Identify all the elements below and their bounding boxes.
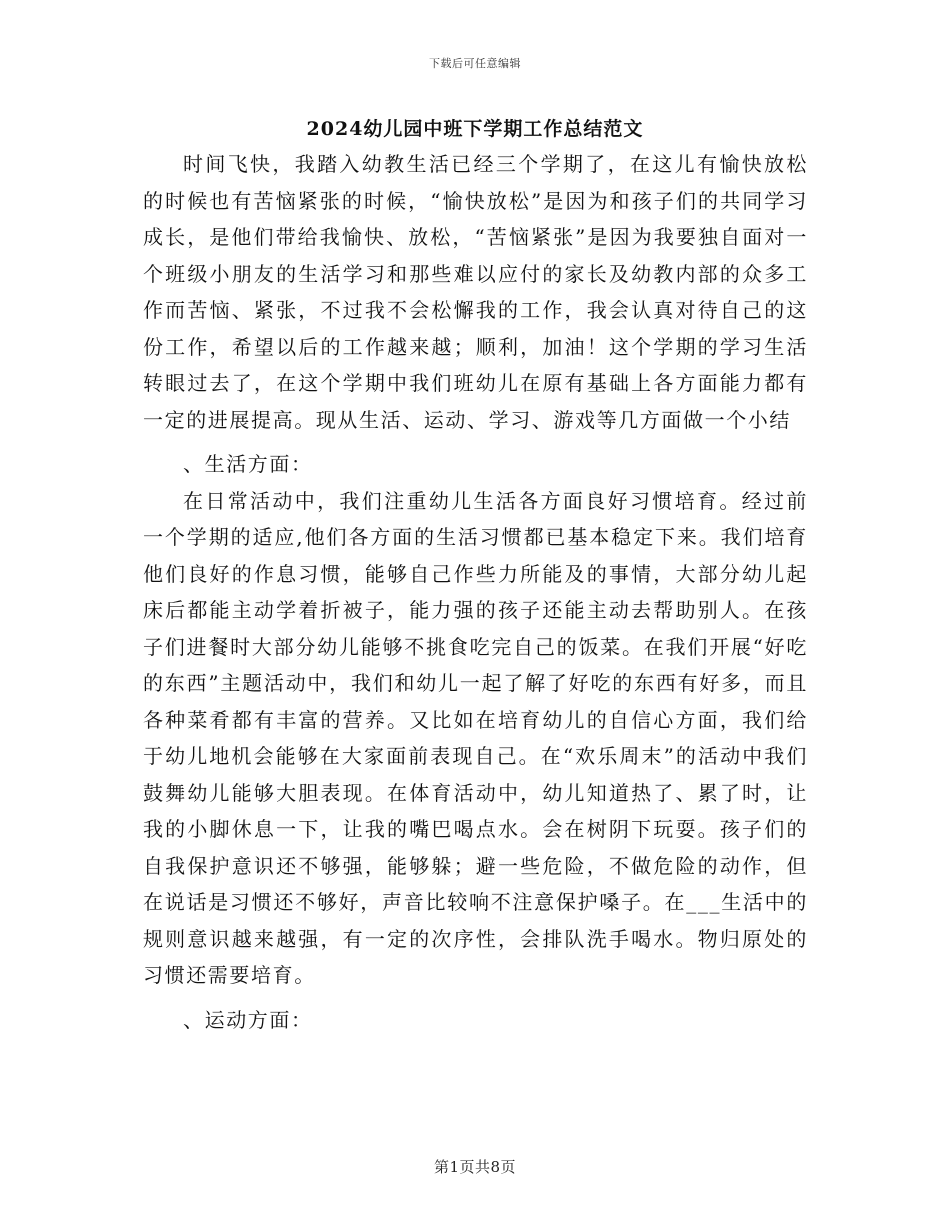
page-footer: 第1页共8页 xyxy=(433,1158,517,1176)
header-note: 下载后可任意编辑 xyxy=(429,57,521,70)
section-heading-life: 、生活方面： xyxy=(183,452,313,476)
section-heading-sports: 、运动方面： xyxy=(183,1007,313,1032)
document-title: 2024幼儿园中班下学期工作总结范文 xyxy=(306,118,644,140)
paragraph-life: 在日常活动中，我们注重幼儿生活各方面良好习惯培育。经过前一个学期的适应,他们各方面的生活习惯都已基本稳定下来。我们培育他们良好的作息习惯，能够自己作些力所能及的事情，大部分幼儿起床后都能主动学着折被子，能力强的孩子还能主动去帮助别人。在孩子们进餐时大部分幼儿能够不挑食吃完自己的饭菜。在我们开展“好吃的东西”主题活动中，我们和幼儿一起了解了好吃的东西有好多，而且各种菜肴都有丰富的营养。又比如在培育幼儿的自信心方面，我们给于幼儿地机会能够在大家面前表现自己。在“欢乐周末”的活动中我们鼓舞幼儿能够大胆表现。在体育活动中，幼儿知道热了、累了时，让我的小脚休息一下，让我的嘴巴喝点水。会在树阴下玩耍。孩子们的自我保护意识还不够强，能够躲；避一些危险，不做危险的动作，但在说话是习惯还不够好，声音比较响不注意保护嗓子。在___生活中的规则意识越来越强，有一定的次序性，会排队洗手喝水。物归原处的习惯还需要培育。 xyxy=(143,488,808,987)
document-body xyxy=(143,146,808,1038)
paragraph-intro: 时间飞快，我踏入幼教生活已经三个学期了，在这儿有愉快放松的时候也有苦恼紧张的时候，“愉快放松”是因为和孩子们的共同学习成长，是他们带给我愉快、放松，“苦恼紧张”是因为我要独自面对一个班级小朋友的生活学习和那些难以应付的家长及幼教内部的众多工作而苦恼、紧张，不过我不会松懈我的工作，我会认真对待自己的这份工作，希望以后的工作越来越；顺利，加油！这个学期的学习生活转眼过去了，在这个学期中我们班幼儿在原有基础上各方面能力都有一定的进展提高。现从生活、运动、学习、游戏等几方面做一个小结 xyxy=(143,152,808,432)
